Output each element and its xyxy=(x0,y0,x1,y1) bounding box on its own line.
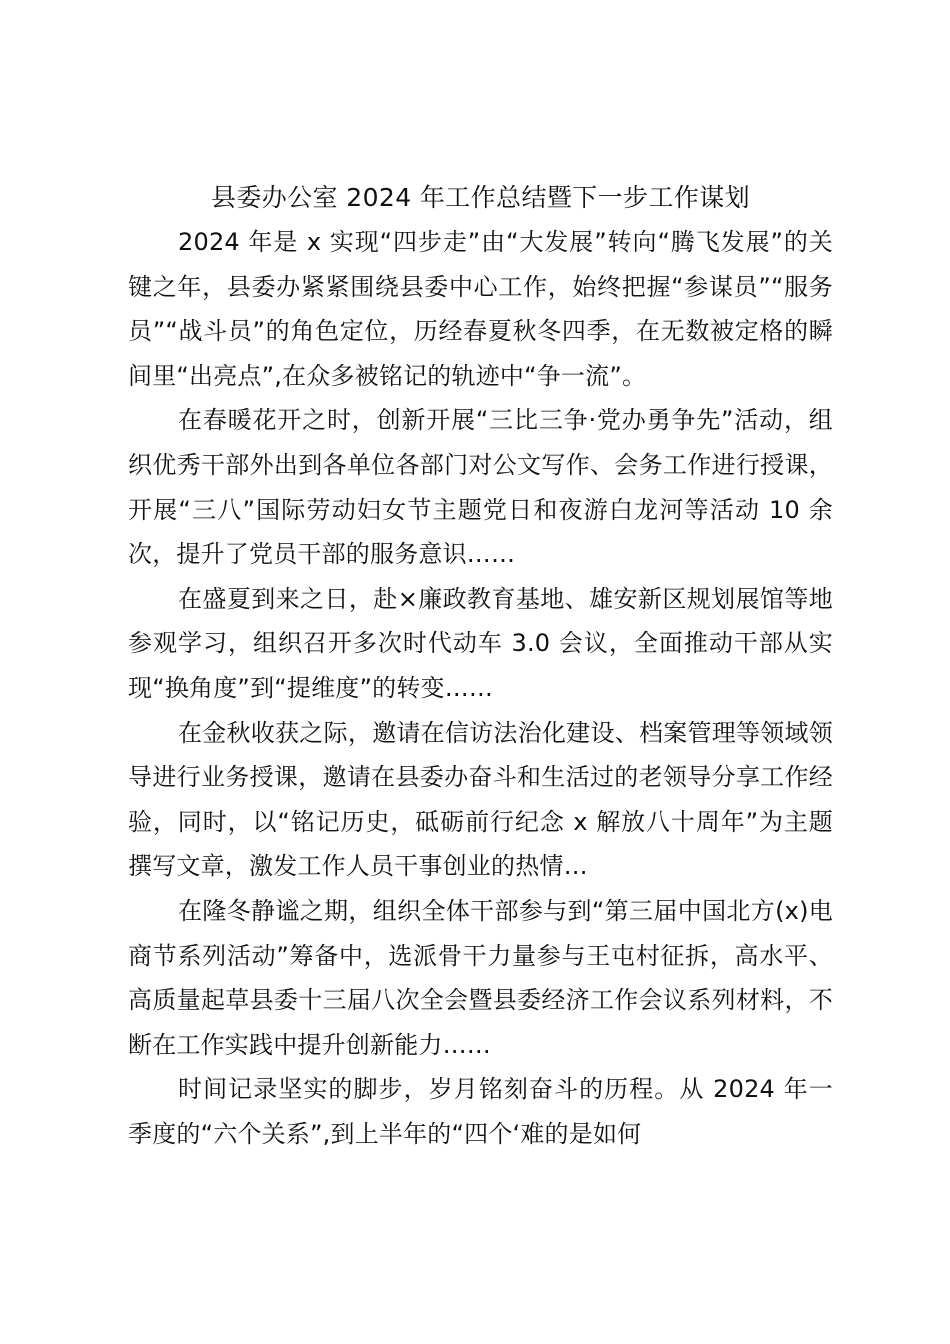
paragraph-review: 时间记录坚实的脚步，岁月铭刻奋斗的历程。从 2024 年一季度的“六个关系”,到上半年的“四个‘难的是如何 xyxy=(128,1075,833,1148)
paragraph-autumn: 在金秋收获之际，邀请在信访法治化建设、档案管理等领域领导进行业务授课，邀请在县委办奋斗和生活过的老领导分享工作经验，同时，以“铭记历史，砥砺前行纪念 x 解放八十周年”为主题撰写文章，激发工作人员干事创业的热情… xyxy=(128,718,833,881)
paragraph-spring: 在春暖花开之时，创新开展“三比三争·党办勇争先”活动，组织优秀干部外出到各单位各部门对公文写作、会务工作进行授课，开展“三八”国际劳动妇女节主题党日和夜游白龙河等活动 10 余次，提升了党员干部的服务意识…… xyxy=(128,406,833,569)
paragraph-summer: 在盛夏到来之日，赴×廉政教育基地、雄安新区规划展馆等地参观学习，组织召开多次时代动车 3.0 会议，全面推动干部从实现“换角度”到“提维度”的转变…… xyxy=(128,584,833,702)
document-title: 县委办公室 2024 年工作总结暨下一步工作谋划 xyxy=(210,183,751,212)
paragraph-intro: 2024 年是 x 实现“四步走”由“大发展”转向“腾飞发展”的关键之年，县委办紧紧围绕县委中心工作，始终把握“参谋员”“服务员”“战斗员”的角色定位，历经春夏秋冬四季，在无数被定格的瞬间里“出亮点”,在众多被铭记的轨迹中“争一流”。 xyxy=(128,228,833,390)
paragraph-winter: 在隆冬静谧之期，组织全体干部参与到“第三届中国北方(x)电商节系列活动”筹备中，选派骨干力量参与王屯村征拆，高水平、高质量起草县委十三届八次全会暨县委经济工作会议系列材料，不断在工作实践中提升创新能力…… xyxy=(128,896,833,1059)
document-page xyxy=(128,176,833,1156)
